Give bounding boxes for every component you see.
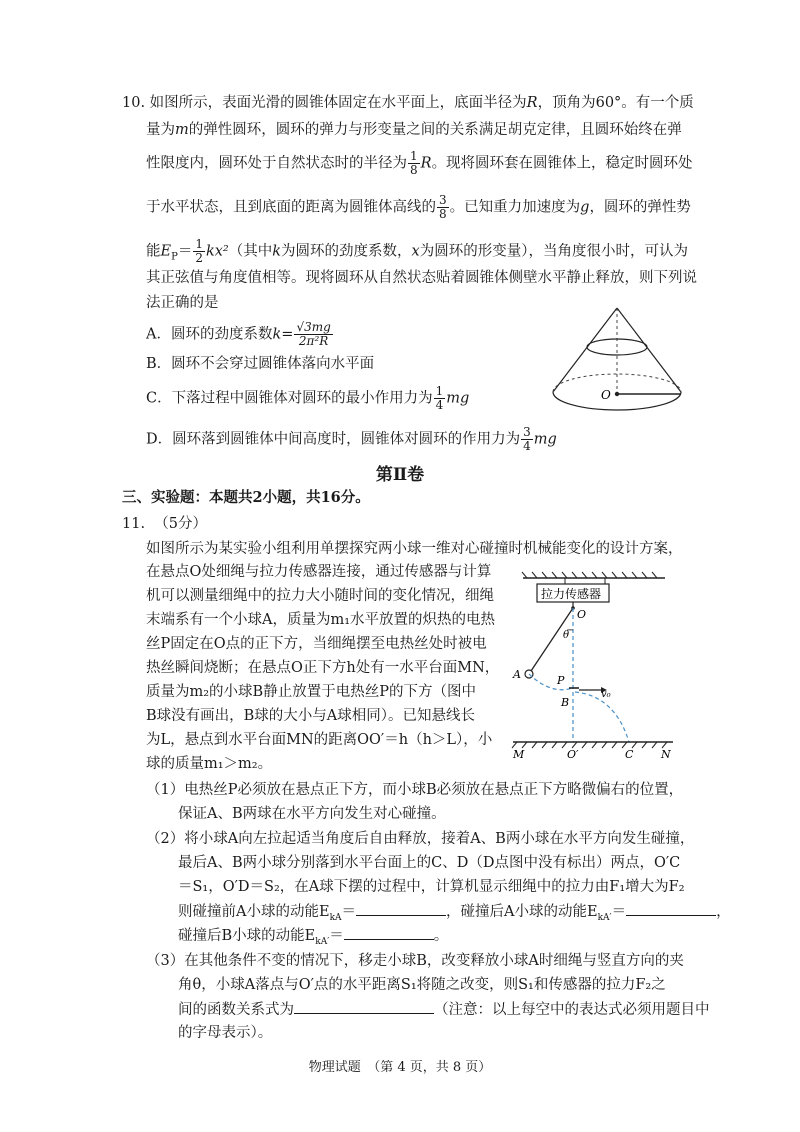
q11-sub-3-blank: 间的函数关系式为 （注意：以上每空中的表达式必须用题目中 (178, 999, 710, 1020)
q11-para-line: 热丝瞬间烧断；在悬点O正下方h处有一水平台面MN， (146, 660, 500, 676)
q11-para-line: 质量为m₂的小球B静止放置于电热丝P的下方（图中 (146, 684, 476, 700)
svg-text:O′: O′ (567, 748, 579, 760)
svg-text:C: C (625, 748, 634, 760)
q11-para-line: 丝P固定在O点的正下方，当细绳摆至电热丝处时被电 (146, 636, 487, 652)
q11-para-line: 为L，悬点到水平台面MN的距离OO′＝h（h＞L），小 (146, 732, 493, 748)
svg-text:v₀: v₀ (601, 689, 611, 700)
q11-para-line: 如图所示为某实验小组利用单摆探究两小球一维对心碰撞时机械能变化的设计方案， (146, 541, 683, 557)
answer-blank-eb-after[interactable] (344, 925, 434, 940)
q10-option-a: A．圆环的劲度系数k= $\frac{√3mg}{\text{2π²R}}$ (146, 320, 331, 348)
section-heading: 三、实验题：本题共2小题，共16分。 (122, 489, 370, 506)
svg-text:M: M (513, 748, 525, 760)
q11-sub-1: （1）电热丝P必须放在悬点正下方，而小球B必须放在悬点正下方略微偏右的位置， (146, 782, 684, 798)
fraction: $\frac{3}{8}$ (439, 193, 447, 221)
q11-para-line: 末端系有一个小球A，质量为m₁水平放置的炽热的电热 (146, 612, 496, 628)
q10-option-b: B．圆环不会穿过圆锥体落向水平面 (146, 356, 375, 372)
q11-header: 11. （5分） (122, 516, 208, 532)
q11-sub-2-cont: ＝S₁，O′D＝S₂，在A球下摆的过程中，计算机显示细绳中的拉力由F₁增大为F₂ (178, 879, 685, 895)
svg-text:A: A (513, 668, 521, 681)
q10-line-2: 量为m的弹性圆环，圆环的弹力与形变量之间的关系满足胡克定律，且圆环始终在弹 (146, 122, 682, 138)
q11-sub-3-cont: 的字母表示）。 (178, 1025, 273, 1041)
q10-line-3: 性限度内，圆环处于自然状态时的半径为 $\frac{1}{8}$ R。现将圆环套在圆锥体上，稳定时圆环处 (146, 149, 693, 177)
q11-para-line: 机可以测量细绳中的拉力大小随时间的变化情况，细绳 (146, 588, 494, 604)
q11-sub-2: （2）将小球A向左拉起适当角度后自由释放，接着A、B两小球在水平方向发生碰撞， (146, 831, 695, 847)
answer-blank-ea-after[interactable] (626, 901, 716, 916)
q11-sub-3: （3）在其他条件不变的情况下，移走小球B，改变释放小球A时细绳与竖直方向的夹 (146, 953, 684, 969)
q11-para-line: 球的质量m₁＞m₂。 (146, 756, 273, 772)
q11-number: 11. (122, 516, 146, 532)
q10-line-7: 法正确的是 (146, 295, 219, 311)
q11-sub-3-cont: 角θ，小球A落点与O′点的水平距离S₁将随之改变，则S₁和传感器的拉力F₂之 (178, 977, 666, 993)
q10-option-d: D．圆环落到圆锥体中间高度时，圆锥体对圆环的作用力为 $\frac{3}{4}$ mg (146, 425, 557, 453)
part-title: 第Ⅱ卷 (375, 465, 425, 485)
answer-blank-function[interactable] (294, 999, 434, 1014)
q10-number: 10. (122, 95, 146, 111)
fraction: $\frac{1}{4}$ (435, 384, 444, 412)
q10-line-5: 能$E_P=$ $\frac{1}{2}$ kx²（其中k为圆环的劲度系数，x为圆环的形变量），当角度很小时，可认为 (146, 237, 688, 265)
q11-para-line: 在悬点O处细绳与拉力传感器连接，通过传感器与计算 (146, 564, 492, 580)
answer-blank-ea-before[interactable] (356, 901, 446, 916)
cone-figure (545, 300, 705, 425)
q11-para-line: B球没有画出，B球的大小与A球相同）。已知悬线长 (146, 708, 476, 724)
q11-sub-2-blank-b: 碰撞后B小球的动能$E_{kA'}=$ 。 (178, 925, 448, 952)
q11-sub-1-cont: 保证A、B两球在水平方向发生对心碰撞。 (178, 806, 446, 822)
svg-text:B: B (561, 696, 570, 709)
q10-option-c: C．下落过程中圆锥体对圆环的最小作用力为 $\frac{1}{4}$ mg (146, 384, 470, 412)
svg-text:P: P (557, 674, 565, 687)
page-footer: 物理试题 （第 4 页，共 8 页） (308, 1060, 492, 1075)
q11-sub-2-cont: 最后A、B两小球分别落到水平台面上的C、D（D点图中没有标出）两点，O′C (178, 855, 681, 871)
q10-line-1: 10. 如图所示，表面光滑的圆锥体固定在水平面上，底面半径为R，顶角为60°。有一个质 (122, 95, 694, 111)
fraction: $\frac{1}{8}$ (410, 149, 418, 177)
pendulum-figure (505, 570, 680, 760)
q11-sub-2-blanks: 则碰撞前A小球的动能$E_{kA}=$ ，碰撞后A小球的动能$E_{kA'}=$ ， (178, 901, 731, 928)
fraction: $\frac{√3mg}{\text{2π²R}}$ (296, 320, 331, 348)
svg-text:O: O (577, 608, 587, 621)
svg-text:θ: θ (563, 630, 570, 641)
svg-text:N: N (661, 748, 671, 760)
force-sensor-label: 拉力传感器 (541, 587, 602, 601)
cone-center-label: O (601, 388, 611, 402)
fraction: $\frac{1}{2}$ (195, 237, 203, 265)
q10-line-4: 于水平状态，且到底面的距离为圆锥体高线的 $\frac{3}{8}$ 。已知重力加速度为g，圆环的弹性势 (146, 193, 691, 221)
fraction: $\frac{3}{4}$ (523, 425, 531, 453)
q10-line-6: 其正弦值与角度值相等。现将圆环从自然状态贴着圆锥体侧壁水平静止释放，则下列说 (146, 270, 697, 286)
